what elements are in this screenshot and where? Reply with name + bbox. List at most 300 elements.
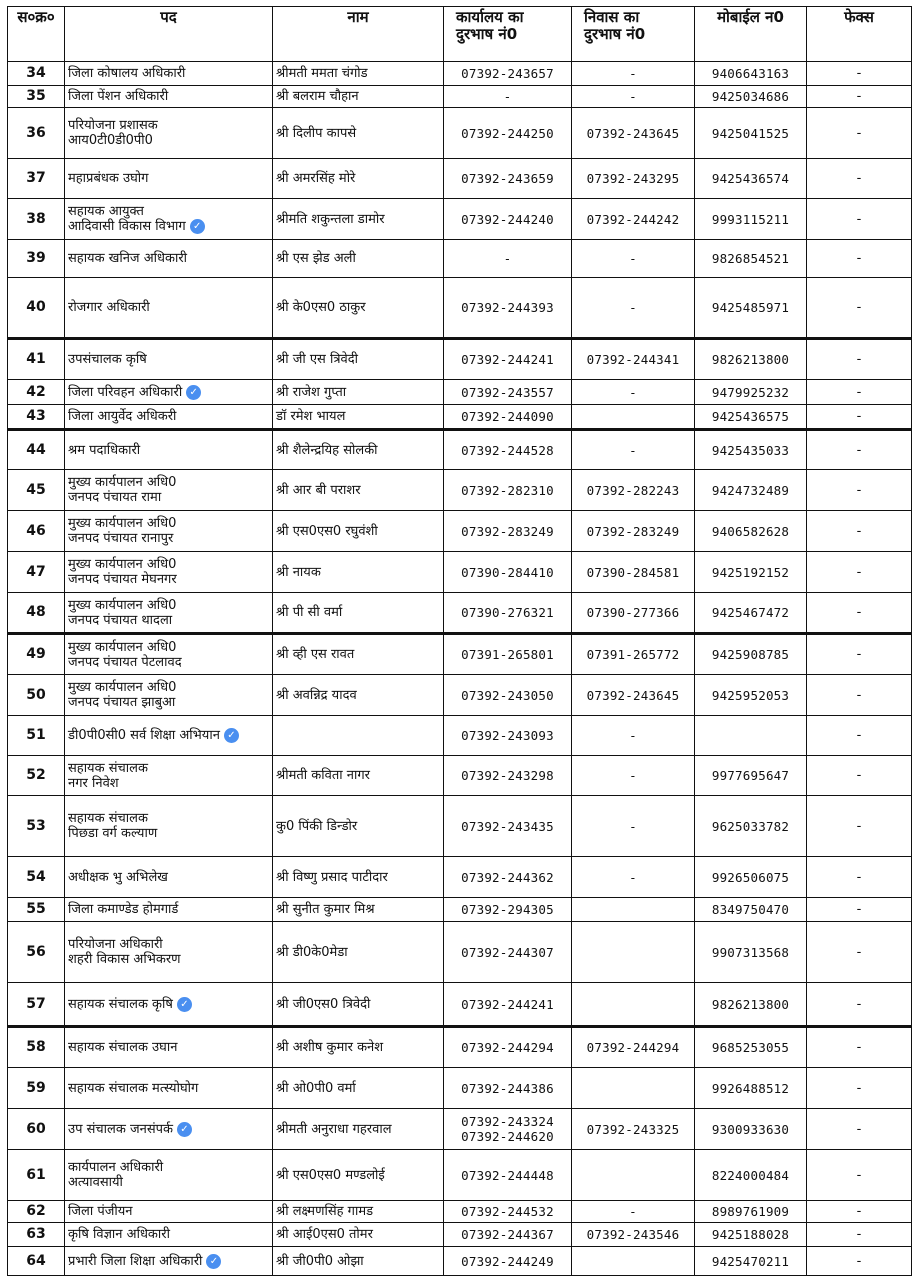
serial-number-cell: 60 — [8, 1109, 65, 1150]
official-name-cell: डॉ रमेश भायल — [273, 405, 444, 430]
post-cell — [65, 159, 273, 199]
post-line: उप संचालक जनसंपर्क — [68, 1121, 173, 1137]
mobile-number-cell: 9425908785 — [695, 634, 807, 675]
post-line: मुख्य कार्यपालन अधि0 — [68, 516, 177, 531]
mobile-number-cell: 9300933630 — [695, 1109, 807, 1150]
serial-number-cell: 64 — [8, 1247, 65, 1276]
serial-number-cell: 52 — [8, 756, 65, 796]
table-row — [8, 1027, 912, 1068]
residence-phone-cell: 07392-283249 — [572, 511, 695, 552]
serial-number-cell: 34 — [8, 62, 65, 86]
fax-cell: - — [807, 634, 912, 675]
residence-phone-cell — [572, 405, 695, 430]
office-phone-cell — [444, 1247, 572, 1276]
office-phone-cell — [444, 240, 572, 278]
contact-directory-sheet — [7, 6, 911, 1276]
post-cell — [65, 1068, 273, 1109]
residence-phone-cell: 07392-244242 — [572, 199, 695, 240]
fax-cell: - — [807, 86, 912, 108]
office-phone-number: 07392-244362 — [461, 869, 554, 885]
post-line: जनपद पंचायत पेटलावद — [68, 654, 182, 670]
office-phone-number: 07392-243657 — [461, 66, 554, 81]
post-cell — [65, 380, 273, 405]
col-header-name: नाम — [273, 7, 444, 62]
serial-number-cell: 38 — [8, 199, 65, 240]
fax-cell: - — [807, 430, 912, 470]
serial-number-cell: 45 — [8, 470, 65, 511]
serial-number-cell: 46 — [8, 511, 65, 552]
fax-cell: - — [807, 675, 912, 716]
table-row — [8, 380, 912, 405]
office-phone-number: 07392-244620 — [461, 1129, 554, 1144]
residence-phone-cell: - — [572, 278, 695, 339]
post-line: कार्यपालन अधिकारी — [68, 1160, 164, 1175]
mobile-number-cell: 9625033782 — [695, 796, 807, 857]
residence-phone-cell: 07392-244294 — [572, 1027, 695, 1068]
official-name-cell: श्री अशीष कुमार कनेश — [273, 1027, 444, 1068]
post-line: सहायक संचालक कृषि — [68, 996, 173, 1012]
office-phone-number: 07392-243298 — [461, 768, 554, 783]
post-line: श्रम पदाधिकारी — [68, 442, 141, 458]
official-name-cell: श्री जी0पी0 ओझा — [273, 1247, 444, 1276]
fax-cell: - — [807, 756, 912, 796]
table-row — [8, 62, 912, 86]
verified-check-icon: ✓ — [177, 1122, 192, 1137]
office-phone-cell — [444, 1223, 572, 1247]
table-row — [8, 1223, 912, 1247]
serial-number-cell: 53 — [8, 796, 65, 857]
post-line: मुख्य कार्यपालन अधि0 — [68, 639, 177, 655]
mobile-number-cell: 9926488512 — [695, 1068, 807, 1109]
office-phone-number: 07391-265801 — [461, 647, 554, 662]
residence-phone-cell — [572, 1150, 695, 1201]
post-line: सहायक संचालक उघान — [68, 1040, 178, 1055]
residence-phone-cell: - — [572, 86, 695, 108]
post-line: परियोजना प्रशासक — [68, 118, 158, 133]
verified-check-icon: ✓ — [224, 728, 239, 743]
residence-phone-cell: 07390-284581 — [572, 552, 695, 593]
post-cell — [65, 430, 273, 470]
post-cell — [65, 240, 273, 278]
mobile-number-cell: 9685253055 — [695, 1027, 807, 1068]
mobile-number-cell: 9826854521 — [695, 240, 807, 278]
official-name-cell: श्रीमती ममता चंगोड — [273, 62, 444, 86]
table-row — [8, 675, 912, 716]
mobile-number-cell: 9425435033 — [695, 430, 807, 470]
office-phone-cell — [444, 857, 572, 898]
post-line: जिला कमाण्डेड होमगार्ड — [68, 902, 179, 917]
official-name-cell: श्री जी0एस0 त्रिवेदी — [273, 983, 444, 1027]
post-line: मुख्य कार्यपालन अधि0 — [68, 680, 177, 695]
post-line: जनपद पंचायत थादला — [68, 612, 173, 628]
office-phone-number: 07392-244241 — [461, 352, 554, 367]
post-line: जनपद पंचायत रामा — [68, 490, 162, 505]
post-line: कृषि विज्ञान अधिकारी — [68, 1227, 170, 1242]
post-cell — [65, 857, 273, 898]
official-name-cell: श्री व्ही एस रावत — [273, 634, 444, 675]
table-row — [8, 1247, 912, 1276]
official-name-cell: श्री जी एस त्रिवेदी — [273, 339, 444, 380]
post-line: जनपद पंचायत झाबुआ — [68, 695, 176, 710]
official-name-cell: कु0 पिंकी डिन्डोर — [273, 796, 444, 857]
mobile-number-cell: 8989761909 — [695, 1201, 807, 1223]
residence-phone-cell: 07392-243295 — [572, 159, 695, 199]
mobile-number-cell: 9993115211 — [695, 199, 807, 240]
serial-number-cell: 40 — [8, 278, 65, 339]
serial-number-cell: 61 — [8, 1150, 65, 1201]
mobile-number-cell: 9425034686 — [695, 86, 807, 108]
mobile-number-cell: 9826213800 — [695, 339, 807, 380]
serial-number-cell: 43 — [8, 405, 65, 430]
residence-phone-cell: - — [572, 240, 695, 278]
post-cell — [65, 1109, 273, 1150]
post-line: जिला पंजीयन — [68, 1204, 133, 1219]
residence-phone-cell: 07392-243645 — [572, 108, 695, 159]
table-row — [8, 1201, 912, 1223]
serial-number-cell: 59 — [8, 1068, 65, 1109]
office-phone-number: 07392-294305 — [461, 902, 554, 917]
official-name-cell: श्री अमरसिंह मोरे — [273, 159, 444, 199]
fax-cell: - — [807, 716, 912, 756]
post-cell — [65, 898, 273, 922]
residence-phone-cell — [572, 898, 695, 922]
residence-phone-cell: 07392-244341 — [572, 339, 695, 380]
office-phone-number: 07392-244249 — [461, 1253, 554, 1269]
official-name-cell — [273, 716, 444, 756]
fax-cell: - — [807, 552, 912, 593]
post-line: जिला कोषालय अधिकारी — [68, 66, 186, 81]
office-phone-cell — [444, 983, 572, 1027]
col-header-residence-phone: निवास का दुरभाष नं0 — [572, 7, 695, 62]
fax-cell: - — [807, 108, 912, 159]
post-cell — [65, 339, 273, 380]
residence-phone-cell: 07391-265772 — [572, 634, 695, 675]
mobile-number-cell: 9425192152 — [695, 552, 807, 593]
col-header-office-phone: कार्यालय का दुरभाष नं0 — [444, 7, 572, 62]
table-row — [8, 898, 912, 922]
mobile-number-cell: 8224000484 — [695, 1150, 807, 1201]
residence-phone-cell — [572, 922, 695, 983]
post-line: महाप्रबंधक उघोग — [68, 171, 149, 186]
office-phone-cell — [444, 675, 572, 716]
post-cell — [65, 1150, 273, 1201]
mobile-number-cell: 8349750470 — [695, 898, 807, 922]
office-phone-cell — [444, 86, 572, 108]
office-phone-number: 07392-243659 — [461, 171, 554, 186]
mobile-number-cell: 9425436574 — [695, 159, 807, 199]
office-phone-cell — [444, 922, 572, 983]
office-phone-cell — [444, 756, 572, 796]
post-cell — [65, 983, 273, 1027]
serial-number-cell: 62 — [8, 1201, 65, 1223]
post-line: मुख्य कार्यपालन अधि0 — [68, 597, 177, 613]
serial-number-cell: 47 — [8, 552, 65, 593]
residence-phone-cell — [572, 983, 695, 1027]
col-header-post: पद — [65, 7, 273, 62]
post-cell — [65, 199, 273, 240]
post-line: अधीक्षक भु अभिलेख — [68, 869, 168, 885]
office-phone-cell — [444, 898, 572, 922]
table-row — [8, 857, 912, 898]
office-phone-number: 07392-243093 — [461, 728, 554, 743]
post-line: सहायक संचालक — [68, 760, 148, 776]
post-cell — [65, 278, 273, 339]
serial-number-cell: 44 — [8, 430, 65, 470]
office-phone-cell — [444, 278, 572, 339]
official-name-cell: श्रीमती कविता नागर — [273, 756, 444, 796]
office-phone-cell — [444, 199, 572, 240]
residence-phone-cell: - — [572, 380, 695, 405]
serial-number-cell: 42 — [8, 380, 65, 405]
serial-number-cell: 56 — [8, 922, 65, 983]
official-name-cell: श्री बलराम चौहान — [273, 86, 444, 108]
post-line: जिला आयुर्वेद अधिकरी — [68, 409, 177, 424]
post-cell — [65, 1247, 273, 1276]
serial-number-cell: 35 — [8, 86, 65, 108]
mobile-number-cell: 9907313568 — [695, 922, 807, 983]
mobile-number-cell: 9977695647 — [695, 756, 807, 796]
post-cell — [65, 1027, 273, 1068]
serial-number-cell: 51 — [8, 716, 65, 756]
office-phone-cell — [444, 62, 572, 86]
post-cell — [65, 796, 273, 857]
table-row — [8, 470, 912, 511]
residence-phone-cell: - — [572, 756, 695, 796]
official-name-cell: श्री नायक — [273, 552, 444, 593]
office-phone-number: 07392-244367 — [461, 1227, 554, 1242]
table-row — [8, 240, 912, 278]
office-phone-cell — [444, 1068, 572, 1109]
residence-phone-cell: 07390-277366 — [572, 593, 695, 634]
fax-cell: - — [807, 405, 912, 430]
mobile-number-cell: 9406582628 — [695, 511, 807, 552]
col-header-mobile: मोबाईल न0 — [695, 7, 807, 62]
office-phone-cell — [444, 1150, 572, 1201]
post-line: जनपद पंचायत रानापुर — [68, 531, 174, 546]
post-line: आदिवासी विकास विभाग — [68, 219, 186, 234]
office-phone-cell — [444, 634, 572, 675]
official-name-cell: श्री सुनीत कुमार मिश्र — [273, 898, 444, 922]
mobile-number-cell: 9406643163 — [695, 62, 807, 86]
official-name-cell: श्री आर बी पराशर — [273, 470, 444, 511]
table-row — [8, 593, 912, 634]
post-line: शहरी विकास अभिकरण — [68, 952, 181, 967]
table-row — [8, 922, 912, 983]
office-phone-number: 07392-282310 — [461, 482, 554, 498]
official-name-cell: श्री दिलीप कापसे — [273, 108, 444, 159]
office-phone-cell — [444, 470, 572, 511]
post-cell — [65, 86, 273, 108]
fax-cell: - — [807, 62, 912, 86]
official-name-cell: श्री एस झेड अली — [273, 240, 444, 278]
official-name-cell: श्री राजेश गुप्ता — [273, 380, 444, 405]
post-line: परियोजना अधिकारी — [68, 937, 163, 952]
residence-phone-cell — [572, 1068, 695, 1109]
office-phone-cell — [444, 108, 572, 159]
office-phone-number: 07392-244090 — [461, 409, 554, 424]
office-phone-cell — [444, 552, 572, 593]
residence-phone-cell: 07392-243546 — [572, 1223, 695, 1247]
post-cell — [65, 675, 273, 716]
table-row — [8, 552, 912, 593]
verified-check-icon: ✓ — [206, 1254, 221, 1269]
fax-cell: - — [807, 593, 912, 634]
table-row — [8, 430, 912, 470]
post-line: सहायक आयुक्त — [68, 204, 144, 219]
post-cell — [65, 552, 273, 593]
post-cell — [65, 1201, 273, 1223]
office-phone-number: 07392-244307 — [461, 944, 554, 960]
office-phone-cell — [444, 1109, 572, 1150]
mobile-number-cell: 9425188028 — [695, 1223, 807, 1247]
office-phone-number: 07392-244393 — [461, 300, 554, 315]
post-cell — [65, 62, 273, 86]
office-phone-number: 07392-244240 — [461, 211, 554, 227]
table-body — [8, 62, 912, 1276]
fax-cell: - — [807, 159, 912, 199]
office-phone-number: 07392-283249 — [461, 523, 554, 539]
residence-phone-cell: 07392-243325 — [572, 1109, 695, 1150]
table-row — [8, 634, 912, 675]
post-line: सहायक संचालक — [68, 811, 148, 826]
table-row — [8, 339, 912, 380]
fax-cell: - — [807, 199, 912, 240]
office-phone-number: 07390-284410 — [461, 564, 554, 580]
office-phone-number: 07392-244294 — [461, 1040, 554, 1055]
official-name-cell: श्रीमती अनुराधा गहरवाल — [273, 1109, 444, 1150]
table-header — [8, 7, 912, 62]
fax-cell: - — [807, 1247, 912, 1276]
post-cell — [65, 593, 273, 634]
fax-cell: - — [807, 898, 912, 922]
mobile-number-cell: 9425485971 — [695, 278, 807, 339]
office-phone-cell — [444, 405, 572, 430]
table-row — [8, 1150, 912, 1201]
post-line: अत्यावसायी — [68, 1175, 123, 1190]
fax-cell: - — [807, 240, 912, 278]
mobile-number-cell: 9425041525 — [695, 108, 807, 159]
residence-phone-cell: - — [572, 857, 695, 898]
post-cell — [65, 405, 273, 430]
post-cell — [65, 716, 273, 756]
fax-cell: - — [807, 1068, 912, 1109]
residence-phone-cell: - — [572, 62, 695, 86]
serial-number-cell: 48 — [8, 593, 65, 634]
serial-number-cell: 58 — [8, 1027, 65, 1068]
fax-cell: - — [807, 278, 912, 339]
post-line: सहायक संचालक मत्स्योघोग — [68, 1080, 199, 1096]
table-row — [8, 405, 912, 430]
serial-number-cell: 36 — [8, 108, 65, 159]
fax-cell: - — [807, 470, 912, 511]
official-name-cell: श्री पी सी वर्मा — [273, 593, 444, 634]
table-row — [8, 86, 912, 108]
residence-phone-cell: - — [572, 1201, 695, 1223]
office-phone-number: 07392-244528 — [461, 442, 554, 458]
col-header-fax: फेक्स — [807, 7, 912, 62]
office-phone-number: 07392-244448 — [461, 1167, 554, 1183]
officials-contact-table — [7, 6, 912, 1276]
residence-phone-cell: - — [572, 716, 695, 756]
table-row — [8, 1109, 912, 1150]
official-name-cell: श्री विष्णु प्रसाद पाटीदार — [273, 857, 444, 898]
table-row — [8, 716, 912, 756]
mobile-number-cell — [695, 716, 807, 756]
post-cell — [65, 511, 273, 552]
fax-cell: - — [807, 1150, 912, 1201]
post-cell — [65, 756, 273, 796]
serial-number-cell: 41 — [8, 339, 65, 380]
verified-check-icon: ✓ — [186, 385, 201, 400]
office-phone-number: 07392-244532 — [461, 1204, 554, 1219]
official-name-cell: श्री एस0एस0 रघुवंशी — [273, 511, 444, 552]
table-row — [8, 108, 912, 159]
residence-phone-cell: - — [572, 430, 695, 470]
mobile-number-cell: 9425436575 — [695, 405, 807, 430]
office-phone-number: 07392-244250 — [461, 125, 554, 141]
office-phone-number: 07392-243324 — [461, 1114, 554, 1129]
post-line: मुख्य कार्यपालन अधि0 — [68, 557, 177, 572]
residence-phone-cell: - — [572, 796, 695, 857]
fax-cell: - — [807, 796, 912, 857]
office-phone-number: 07390-276321 — [461, 605, 554, 620]
office-phone-cell — [444, 716, 572, 756]
office-phone-number: - — [503, 251, 512, 266]
serial-number-cell: 63 — [8, 1223, 65, 1247]
residence-phone-cell: 07392-282243 — [572, 470, 695, 511]
official-name-cell: श्री आई0एस0 तोमर — [273, 1223, 444, 1247]
post-line: प्रभारी जिला शिक्षा अधिकारी — [68, 1253, 203, 1269]
post-line: जिला पेंशन अधिकारी — [68, 89, 169, 104]
office-phone-cell — [444, 380, 572, 405]
post-line: नगर निवेश — [68, 775, 119, 791]
office-phone-cell — [444, 511, 572, 552]
serial-number-cell: 49 — [8, 634, 65, 675]
mobile-number-cell: 9826213800 — [695, 983, 807, 1027]
post-cell — [65, 1223, 273, 1247]
post-cell — [65, 634, 273, 675]
post-line: आय0टी0डी0पी0 — [68, 133, 153, 148]
office-phone-number: 07392-244241 — [461, 996, 554, 1012]
residence-phone-cell — [572, 1247, 695, 1276]
header-row — [8, 7, 912, 62]
serial-number-cell: 50 — [8, 675, 65, 716]
table-row — [8, 278, 912, 339]
fax-cell: - — [807, 983, 912, 1027]
official-name-cell: श्री के0एस0 ठाकुर — [273, 278, 444, 339]
office-phone-number: - — [503, 89, 512, 104]
post-line: जनपद पंचायत मेघनगर — [68, 572, 177, 587]
post-line: रोजगार अधिकारी — [68, 300, 150, 315]
fax-cell: - — [807, 922, 912, 983]
post-line: मुख्य कार्यपालन अधि0 — [68, 475, 177, 490]
post-line: सहायक खनिज अधिकारी — [68, 251, 188, 266]
fax-cell: - — [807, 339, 912, 380]
official-name-cell: श्री ओ0पी0 वर्मा — [273, 1068, 444, 1109]
table-row — [8, 983, 912, 1027]
office-phone-cell — [444, 1027, 572, 1068]
table-row — [8, 1068, 912, 1109]
serial-number-cell: 54 — [8, 857, 65, 898]
office-phone-cell — [444, 159, 572, 199]
post-cell — [65, 470, 273, 511]
post-cell — [65, 922, 273, 983]
official-name-cell: श्री एस0एस0 मण्डलोई — [273, 1150, 444, 1201]
verified-check-icon: ✓ — [190, 219, 205, 234]
official-name-cell: श्री लक्ष्मणसिंह गामड — [273, 1201, 444, 1223]
office-phone-number: 07392-244386 — [461, 1080, 554, 1096]
serial-number-cell: 37 — [8, 159, 65, 199]
